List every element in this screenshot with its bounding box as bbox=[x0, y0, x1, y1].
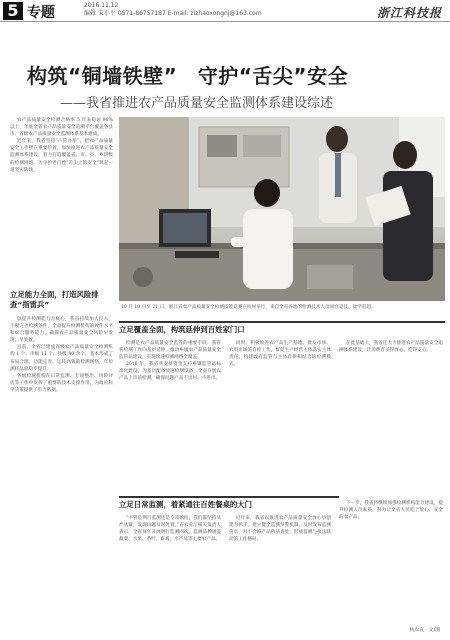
body-paragraph: 2016 年，我省共安排资金支持乡镇监管站标准化建设，为基层配备快速检测设备，全面开展农产品上市前检测，确保问题产品不出村、不进市。 bbox=[119, 362, 221, 382]
section-1-column bbox=[10, 316, 113, 621]
article-subheadline: ——我省推进农产品质量安全监测体系建设综述 bbox=[60, 96, 334, 111]
body-paragraph: 以提升检测能力为核心，我省持续加大投入，不断完善检测条件，全面提升检测机构的硬件水平和综合服务能力，确保农产品质量安全风险早发现、早处置。 bbox=[10, 317, 113, 344]
section-3-column-c bbox=[339, 500, 443, 622]
section-heading-1: 立足能力全面，打造风险排查“指雷兵” bbox=[10, 290, 99, 309]
section-heading-3: 立足日常监测，着紧通往百姓餐桌的大门 bbox=[119, 500, 253, 509]
section-3-column-b bbox=[229, 515, 331, 623]
photo-caption: 10 月 19 日至 21 日，浙江省农产品质量安全检测技能竞赛在杭州举行，来自全省各地的检测技术人员同台竞技、比学赶超。 bbox=[121, 305, 376, 310]
body-paragraph: “不管是例行监测还是专项抽检，我们都坚持从严从紧，发现问题及时处置。”省农业厅相关负责人表示，全省每年开展例行监测四次，监测品种涵盖蔬菜、水果、茶叶、畜禽、水产品等主要农产品。 bbox=[119, 516, 221, 543]
lead-paragraph: 近年来，我省坚持“产管并举”，把农产品质量安全工作摆在重要位置，加快推进农产品质量安全监测体系建设，着力打造覆盖省、市、县、乡四级的检测网络，为守护老百姓“舌尖上的安全”筑起一道坚实防线。 bbox=[10, 139, 113, 173]
photo-lab-scene bbox=[119, 117, 445, 301]
body-paragraph: 同时，积极推进农产品生产基地、批发市场、农贸市场的自检工作，督促生产经营主体落实主体责任，构建政府监管与主体自律相结合的检测模式。 bbox=[229, 341, 331, 368]
article-byline: 杭农宣 文/图 bbox=[409, 628, 440, 633]
body-paragraph: 在此基础上，我省还大力推进农产品质量安全追溯体系建设，让消费者买得放心、吃得安心。 bbox=[339, 341, 443, 354]
section-2-column-a bbox=[119, 340, 221, 493]
article-photo bbox=[119, 117, 445, 301]
page-number: 5 bbox=[3, 2, 23, 20]
section-name: 专题 bbox=[27, 5, 55, 21]
article-headline: 构筑“铜墙铁壁” 守护“舌尖”安全 bbox=[27, 64, 349, 88]
section-divider bbox=[119, 496, 339, 498]
body-paragraph: 检测是农产品质量安全监管的重要手段。我省将检测工作向基层延伸，推动乡镇农产品质量安全监管站建设，实现快速检测网络全覆盖。 bbox=[119, 341, 221, 361]
newspaper-masthead: 浙江科技报 bbox=[376, 6, 442, 20]
editor-contact: 编辑 宋小平 0571-86757187 E-mail: zlzhaoxongnj@163.com bbox=[84, 10, 262, 17]
issue-meta bbox=[84, 2, 262, 18]
body-paragraph: 近年来，我省以推进农产品质量安全放心县创建为抓手，建立健全监测预警机制，及时发布监测信息，对不合格产品依法查处，形成监测与执法联动的工作格局。 bbox=[229, 516, 331, 543]
body-paragraph: 各级检测机构在日常监测、专项整治、风险评估等工作中发挥了重要的技术支撑作用，为政府科学决策提供了有力依据。 bbox=[10, 373, 113, 393]
section-divider bbox=[119, 321, 445, 323]
page-header bbox=[0, 0, 450, 22]
body-paragraph: 目前，全省已建成省级农产品质量安全检测机构 1 个、市级 11 个、县级 80 余个，基本形成了布局合理、功能完善、运转高效的检测网络，年检测样品量稳步提升。 bbox=[10, 345, 113, 372]
section-3-column-a bbox=[119, 515, 221, 623]
lead-paragraph: 农产品质量安全检测合格率 5 年来稳居 98% 以上，年底全省农产品质量安全追溯平台覆盖各县市、省级农产品质量安全监测体系基本建成。 bbox=[10, 118, 113, 138]
issue-date: 2016.11.12 bbox=[84, 2, 119, 9]
section-2-column-b bbox=[229, 340, 331, 493]
lead-column bbox=[10, 117, 113, 283]
section-2-column-c bbox=[339, 340, 443, 493]
section-heading-2: 立足覆盖全面，构筑延伸到百姓家门口 bbox=[119, 325, 245, 334]
body-paragraph: 下一步，我省将继续加强检测机构能力建设，提升检测人员素质，努力让全省人民吃上放心、安全的农产品。 bbox=[339, 501, 443, 521]
